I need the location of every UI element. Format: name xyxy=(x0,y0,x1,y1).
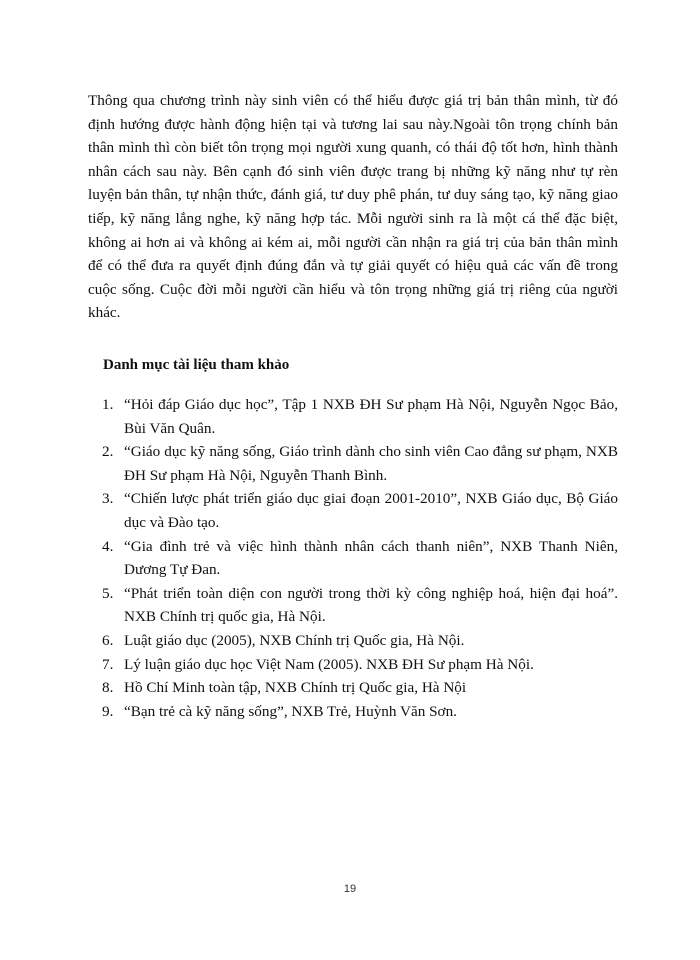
reference-number: 4. xyxy=(102,537,114,555)
reference-number: 6. xyxy=(102,631,114,649)
reference-number: 9. xyxy=(102,702,114,720)
body-paragraph: Thông qua chương trình này sinh viên có thể hiểu được giá trị bản thân mình, từ đó định hướng được hành động hiện tại và tương lai sau này.Ngoài tôn trọng chính bản thân mình thì còn biết tôn trọng mọi người xung quanh, có thái độ tốt hơn, hình thành nhân cách sau này. Bên cạnh đó sinh viên được trang bị những kỹ năng như tự rèn luyện bản thân, tự nhận thức, đánh giá, tư duy phê phán, tư duy sáng tạo, kỹ năng giao tiếp, kỹ năng lắng nghe, kỹ năng hợp tác. Mỗi người sinh ra là một cá thể đặc biệt, không ai hơn ai và không ai kém ai, mỗi người cần nhận ra giá trị của bản thân mình để có thể đưa ra quyết định đúng đắn và tự giải quyết có hiệu quả các vấn đề trong cuộc sống. Cuộc đời mỗi người cần hiểu và tôn trọng những giá trị riêng của người khác. xyxy=(88,92,618,322)
reference-text: “Bạn trẻ cà kỹ năng sống”, NXB Trẻ, Huỳnh Văn Sơn. xyxy=(124,702,457,720)
reference-number: 5. xyxy=(102,584,114,602)
reference-item-7 xyxy=(88,653,618,677)
reference-text: Lý luận giáo dục học Việt Nam (2005). NXB ĐH Sư phạm Hà Nội. xyxy=(124,655,534,673)
reference-number: 2. xyxy=(102,443,114,461)
reference-item-4 xyxy=(88,535,618,582)
page-number: 19 xyxy=(343,883,357,895)
reference-text: “Giáo dục kỹ năng sống, Giáo trình dành cho sinh viên Cao đẳng sư phạm, NXB ĐH Sư phạm Hà Nội, Nguyễn Thanh Bình. xyxy=(124,443,618,484)
reference-item-2 xyxy=(88,440,618,487)
reference-item-1 xyxy=(88,393,618,440)
reference-item-6 xyxy=(88,629,618,653)
reference-item-3 xyxy=(88,487,618,534)
reference-text: Hồ Chí Minh toàn tập, NXB Chính trị Quốc gia, Hà Nội xyxy=(124,679,467,697)
reference-number: 8. xyxy=(102,679,114,697)
reference-item-5 xyxy=(88,582,618,629)
reference-number: 3. xyxy=(102,490,114,508)
reference-text: Luật giáo dục (2005), NXB Chính trị Quốc gia, Hà Nội. xyxy=(124,631,465,649)
reference-item-8 xyxy=(88,676,618,700)
references-list xyxy=(88,393,618,723)
reference-item-9 xyxy=(88,700,618,724)
reference-text: “Chiến lược phát triển giáo dục giai đoạn 2001-2010”, NXB Giáo dục, Bộ Giáo dục và Đào tạo. xyxy=(124,490,618,531)
reference-text: “Hỏi đáp Giáo dục học”, Tập 1 NXB ĐH Sư phạm Hà Nội, Nguyễn Ngọc Bảo, Bùi Văn Quân. xyxy=(124,396,618,437)
reference-number: 1. xyxy=(102,396,114,413)
reference-text: “Phát triển toàn diện con người trong thời kỳ công nghiệp hoá, hiện đại hoá”. NXB Chính trị quốc gia, Hà Nội. xyxy=(124,584,618,626)
references-heading: Danh mục tài liệu tham khảo xyxy=(103,357,290,373)
reference-text: “Gia đình trẻ và việc hình thành nhân cách thanh niên”, NXB Thanh Niên, Dương Tự Đan. xyxy=(124,537,618,579)
reference-number: 7. xyxy=(102,655,114,673)
